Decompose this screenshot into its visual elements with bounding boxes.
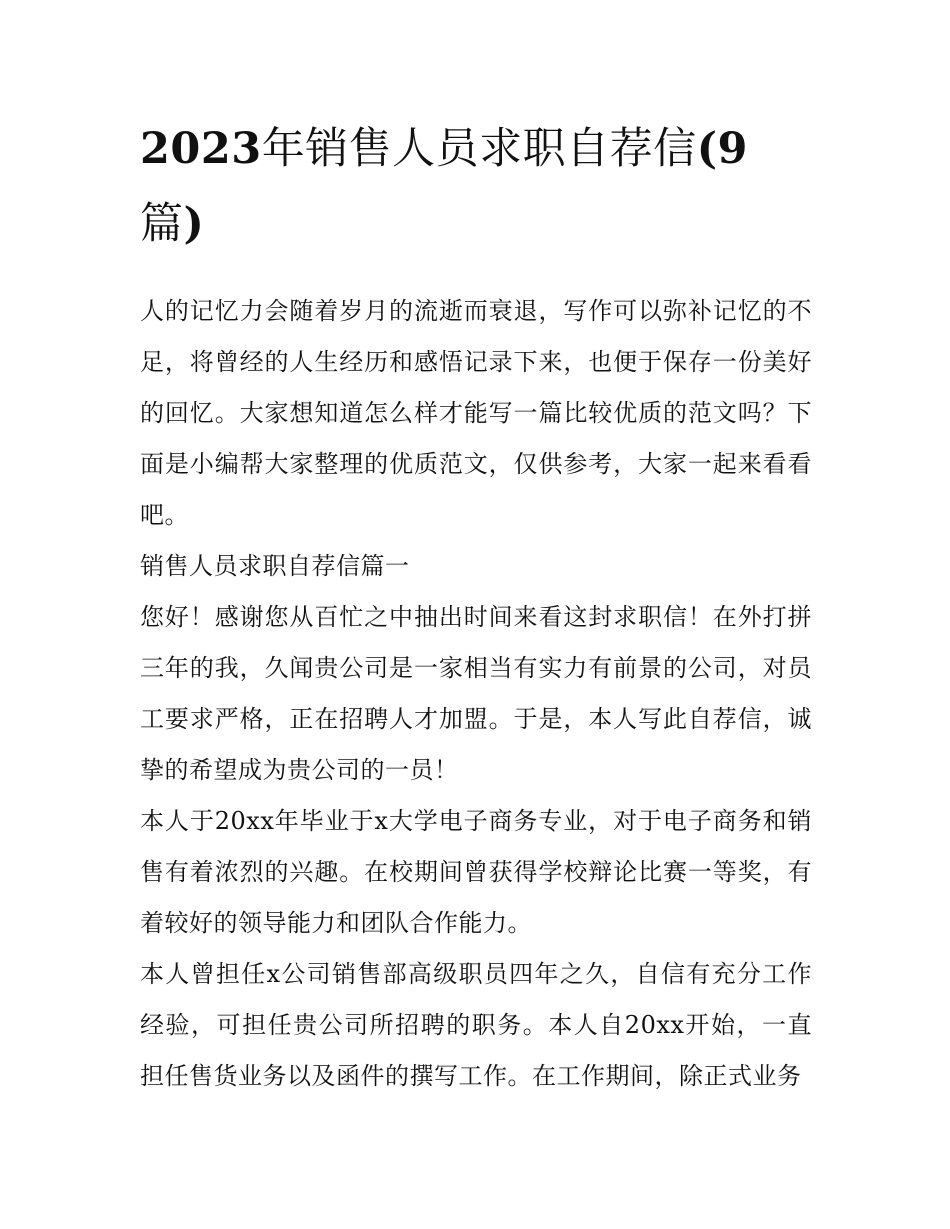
document-page [140, 112, 812, 1102]
document-title: 2023年销售人员求职自荐信(9篇) [140, 124, 748, 249]
letter-paragraph: 本人于20xx年毕业于x大学电子商务专业，对于电子商务和销售有着浓烈的兴趣。在校期间曾获得学校辩论比赛一等奖，有着较好的领导能力和团队合作能力。 [140, 807, 812, 937]
intro-paragraph: 人的记忆力会随着岁月的流逝而衰退，写作可以弥补记忆的不足，将曾经的人生经历和感悟记录下来，也便于保存一份美好的回忆。大家想知道怎么样才能写一篇比较优质的范文吗？下面是小编帮大家整理的优质范文，仅供参考，大家一起来看看吧。 [140, 297, 812, 529]
letter-paragraph: 您好！感谢您从百忙之中抽出时间来看这封求职信！在外打拼三年的我，久闻贵公司是一家相当有实力有前景的公司，对员工要求严格，正在招聘人才加盟。于是，本人写此自荐信，诚挚的希望成为贵公司的一员！ [140, 603, 812, 784]
section-heading: 销售人员求职自荐信篇一 [140, 552, 410, 580]
letter-paragraph: 本人曾担任x公司销售部高级职员四年之久，自信有充分工作经验，可担任贵公司所招聘的职务。本人自20xx开始，一直担任售货业务以及函件的撰写工作。在工作期间，除正式业务 [140, 960, 812, 1090]
document-body [140, 286, 812, 1102]
